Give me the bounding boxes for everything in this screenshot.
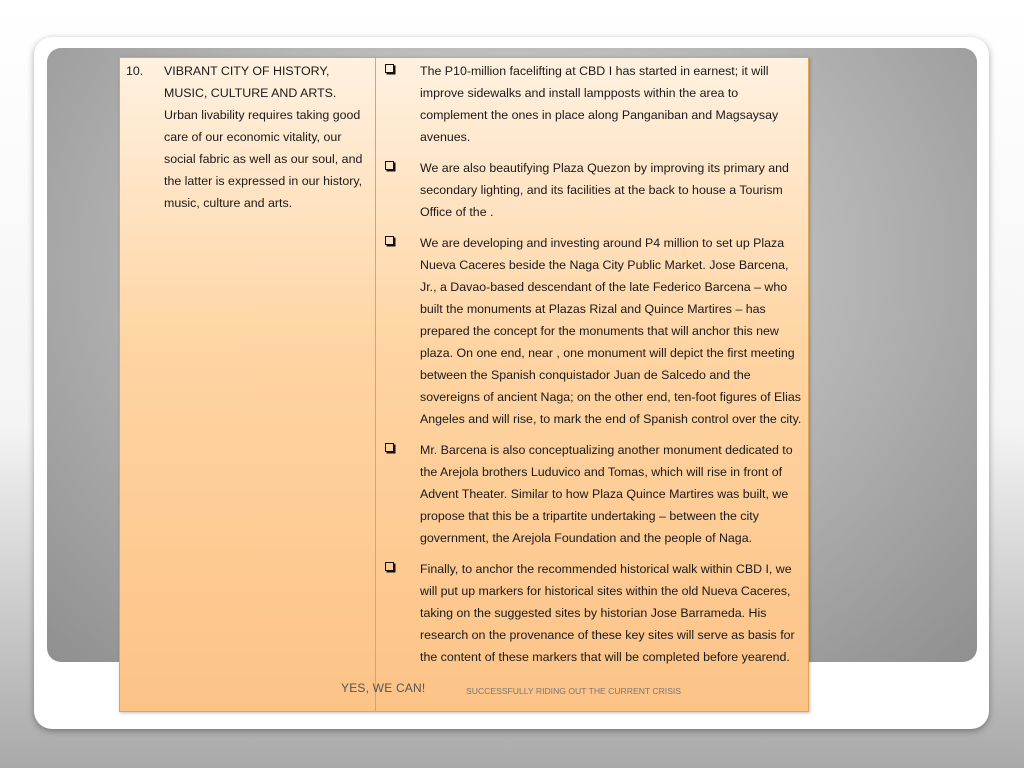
bullet-text: The P10-million facelifting at CBD I has started in earnest; it will improve sidewalks and install lampposts within the area to complement the ones in place along Panganiban and Magsaysay avenues. [420,64,779,144]
bullet-item [382,439,806,549]
footer-slogan: YES, WE CAN! [341,681,426,695]
right-cell [382,60,806,677]
item-heading-text: VIBRANT CITY OF HISTORY, MUSIC, CULTURE AND ARTS. Urban livability requires taking good care of our economic vitality, our social fabric as well as our soul, and the latter is expressed in our history, music, culture and arts. [164,64,363,210]
bullet-item [382,157,806,223]
item-number: 10. [126,64,144,78]
content-table [119,57,809,712]
checkbox-square-icon [385,161,394,170]
bullet-text: Mr. Barcena is also conceptualizing another monument dedicated to the Arejola brothers Luduvico and Tomas, which will rise in front of Advent Theater. Similar to how Plaza Quince Martires was built, we propose that this be a tripartite undertaking – between the city government, the Arejola Foundation and the people of Naga. [420,443,793,545]
column-divider [375,58,376,711]
bullet-text: We are also beautifying Plaza Quezon by improving its primary and secondary lighting, and its facilities at the back to house a Tourism Office of the . [420,161,789,219]
checkbox-square-icon [385,236,394,245]
bullet-text: We are developing and investing around P4 million to set up Plaza Nueva Caceres beside the Naga City Public Market. Jose Barcena, Jr., a Davao-based descendant of the late Federico Barcena – who built the monuments at Plazas Rizal and Quince Martires – has prepared the concept for the monuments that will anchor this new plaza. On one end, near , one monument will depict the first meeting between the Spanish conquistador Juan de Salcedo and the sovereigns of ancient Naga; on the other end, ten-foot figures of Elias Angeles and will rise, to mark the end of Spanish control over the city. [420,236,802,426]
bullet-text: Finally, to anchor the recommended historical walk within CBD I, we will put up markers for historical sites within the old Nueva Caceres, taking on the suggested sites by historian Jose Barrameda. His research on the provenance of these key sites will serve as basis for the content of these markers that will be completed before yearend. [420,562,795,664]
checkbox-square-icon [385,443,394,452]
bullet-item [382,60,806,148]
footer-subtitle: SUCCESSFULLY RIDING OUT THE CURRENT CRISIS [466,686,682,696]
bullet-item [382,558,806,668]
checkbox-square-icon [385,562,394,571]
checkbox-square-icon [385,64,394,73]
bullet-item [382,232,806,430]
